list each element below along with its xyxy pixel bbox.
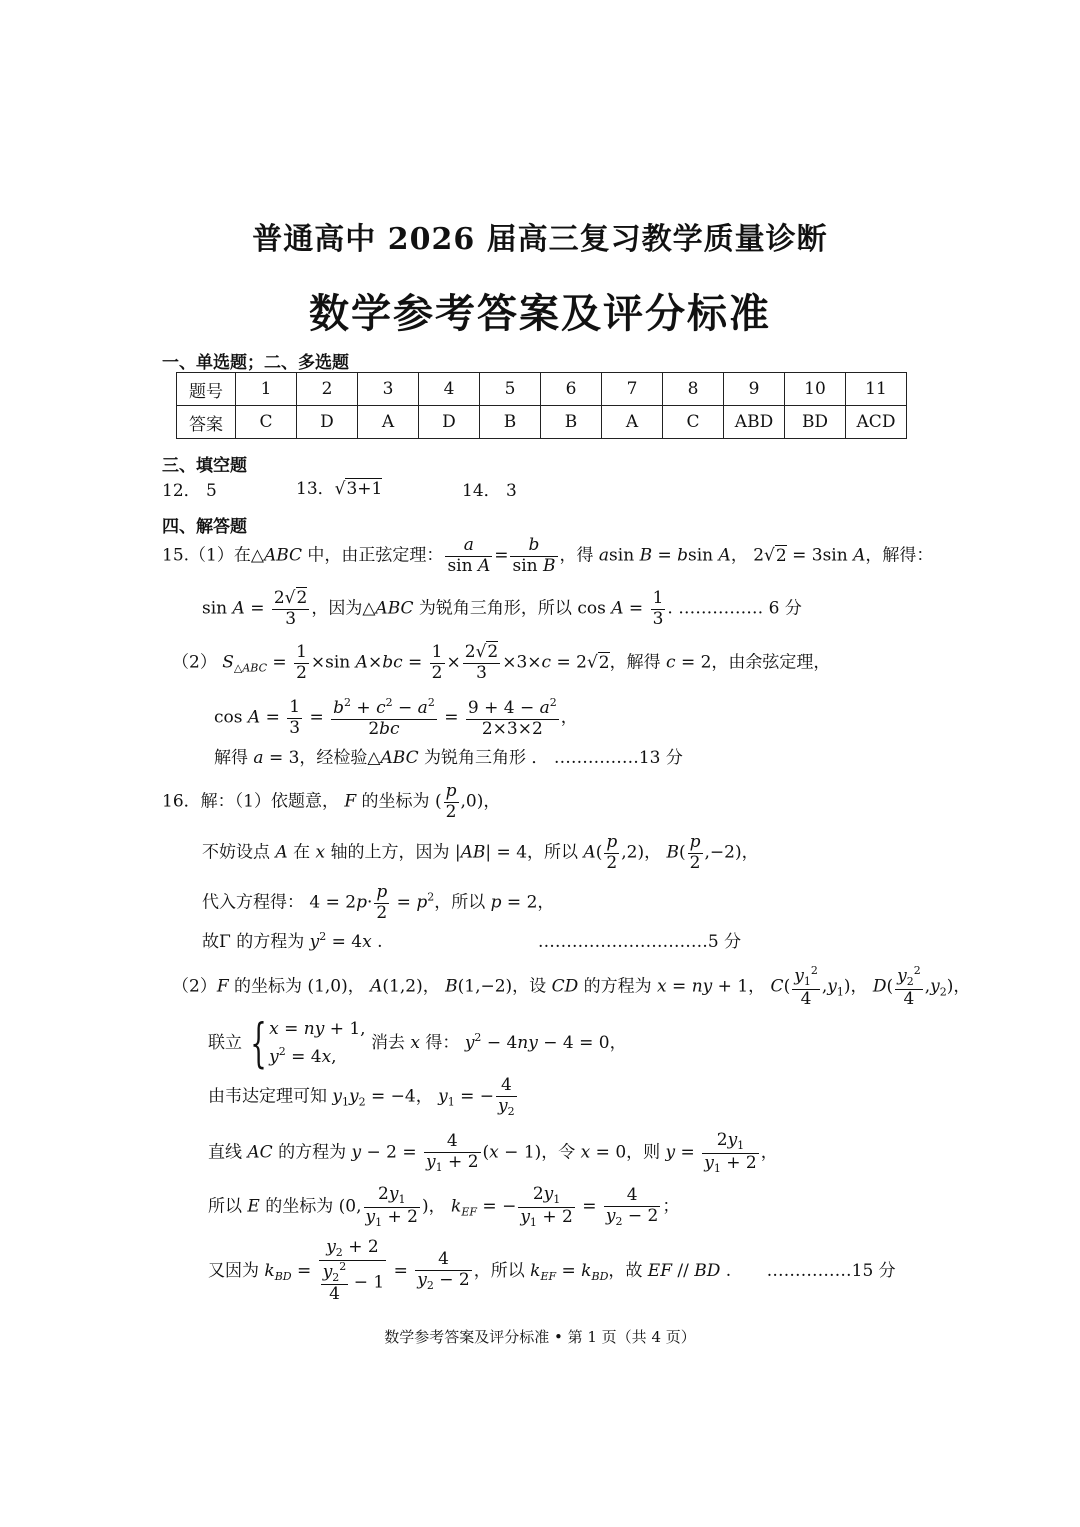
q16-score-2: ……………15 分 [766, 1260, 896, 1281]
table-cell: D [419, 406, 480, 439]
q16-line5: （2）F 的坐标为 (1,0)， A(1,2)， B(1,−2)，设 CD 的方程为 x = ny + 1， C( $\frac{y_1^2}{4}$ $,y_1$)， D( $\frac{y_2^2}{4}$ $,y_2$)， [172, 964, 971, 1009]
table-cell: 5 [480, 373, 541, 406]
table-cell: C [236, 406, 297, 439]
section-heading-fill: 三、填空题 [162, 456, 247, 476]
answer-key-title: 数学参考答案及评分标准 [309, 290, 771, 337]
page-footer: 数学参考答案及评分标准 • 第 1 页（共 4 页） [384, 1328, 696, 1346]
q15-line1: 15.（1）在△ABC 中，由正弦定理： $\frac{a}{\text{sin A}}$ = $\frac{b}{\text{sin B}}$ ，得 asin B = bsin A， 2√2 = 3sin A，解得： [162, 535, 934, 576]
table-cell: 10 [785, 373, 846, 406]
q16-score-1: …………………………5 分 [537, 932, 742, 952]
q13-value: 3+1 [346, 479, 383, 499]
table-cell: B [541, 406, 602, 439]
q13-label: 13． [296, 479, 335, 499]
section-heading-solve: 四、解答题 [162, 517, 247, 537]
table-row-answers [177, 406, 907, 439]
q16-line9: 所以 E 的坐标为 (0, $\frac{2y_1}{y_1 + 2}$ )， $k_{EF}$ = − $\frac{2y_1}{y_1 + 2}$ = $\frac{4}{y_2 - 2}$ ； [208, 1184, 680, 1229]
brace-icon: { [250, 1013, 267, 1074]
table-row-numbers [177, 373, 907, 406]
table-cell: D [297, 406, 358, 439]
table-cell: A [602, 406, 663, 439]
q16-line8: 直线 AC 的方程为 y − 2 = $\frac{4}{y_1 + 2}$ (x − 1)，令 x = 0，则 y = $\frac{2y_1}{y_1 + 2}$ ， [208, 1130, 778, 1175]
table-cell: 8 [663, 373, 724, 406]
table-cell: 2 [297, 373, 358, 406]
q15-score-2: ……………13 分 [553, 748, 683, 768]
table-cell: 6 [541, 373, 602, 406]
table-cell: 9 [724, 373, 785, 406]
row-label-answer: 答案 [177, 406, 236, 439]
table-cell: A [358, 406, 419, 439]
exam-title: 普通高中 2026 届高三复习教学质量诊断 [252, 222, 828, 257]
table-cell: ABD [724, 406, 785, 439]
row-label-number: 题号 [177, 373, 236, 406]
table-cell: C [663, 406, 724, 439]
q15-line2: sin A = $\frac{2√2}{3}$ ，因为△ABC 为锐角三角形，所以 cos A = $\frac{1}{3}$ . …………… 6 分 [202, 588, 802, 629]
answer-q13 [296, 479, 382, 499]
table-cell: B [480, 406, 541, 439]
table-cell: 1 [236, 373, 297, 406]
q15-line5: 解得 a = 3，经检验△ABC 为锐角三角形 ． ……………13 分 [214, 748, 683, 768]
q15-line4: cos A = $\frac{1}{3}$ = $\frac{b^2 + c^2 - a^2}{2bc}$ = $\frac{9 + 4 - a^2}{2\times 3\times 2}$ ， [214, 696, 578, 739]
table-cell: ACD [846, 406, 907, 439]
q15-line3: （2） $S_{\triangle ABC}$ = $\frac{1}{2}$ ×sin A×bc = $\frac{1}{2}$ × $\frac{2√2}{3}$ ×3×c = 2√2，解得 c = 2，由余弦定理， [172, 642, 831, 683]
answer-q14: 14． 3 [462, 481, 517, 501]
table-cell: 3 [358, 373, 419, 406]
table-cell: BD [785, 406, 846, 439]
answer-table [176, 372, 907, 439]
q16-line2: 不妨设点 A 在 x 轴的上方，因为 |AB| = 4，所以 A( $\frac{p}{2}$ ,2)， B( $\frac{p}{2}$ ,−2)， [202, 832, 759, 873]
q15-score-1: …………… 6 分 [678, 598, 802, 619]
q16-line10: 又因为 $k_{BD}$ = $y_2 + 2$ $\frac{y_2^2}{4}$ − 1 = $\frac{4}{y_2 - 2}$ ，所以 $k_{EF} = k_{BD}$，故 EF // BD . ……………15 分 [208, 1237, 896, 1305]
q16-line3: 代入方程得： 4 = 2p· $\frac{p}{2}$ = $p^2$，所以 p = 2， [202, 882, 555, 923]
table-cell: 11 [846, 373, 907, 406]
sqrt-icon: √ [334, 479, 346, 499]
q16-line4: 故Γ 的方程为 $y^2 = 4x$ . …………………………5 分 [202, 930, 742, 952]
table-cell: 7 [602, 373, 663, 406]
q16-line6: 联立 { x = ny + 1, $y^2 = 4x$, 消去 x 得： $y^2 - 4ny - 4 = 0$， [208, 1013, 627, 1074]
section-heading-choice: 一、单选题；二、多选题 [162, 353, 349, 373]
table-cell: 4 [419, 373, 480, 406]
q16-line7: 由韦达定理可知 $y_1y_2 = -4$， $y_1$ = − $\frac{4}{y_2}$ [208, 1075, 515, 1118]
answer-q12: 12． 5 [162, 481, 217, 501]
q16-line1: 16．解：（1）依题意， F 的坐标为 ( $\frac{p}{2}$ ,0)， [162, 781, 501, 822]
